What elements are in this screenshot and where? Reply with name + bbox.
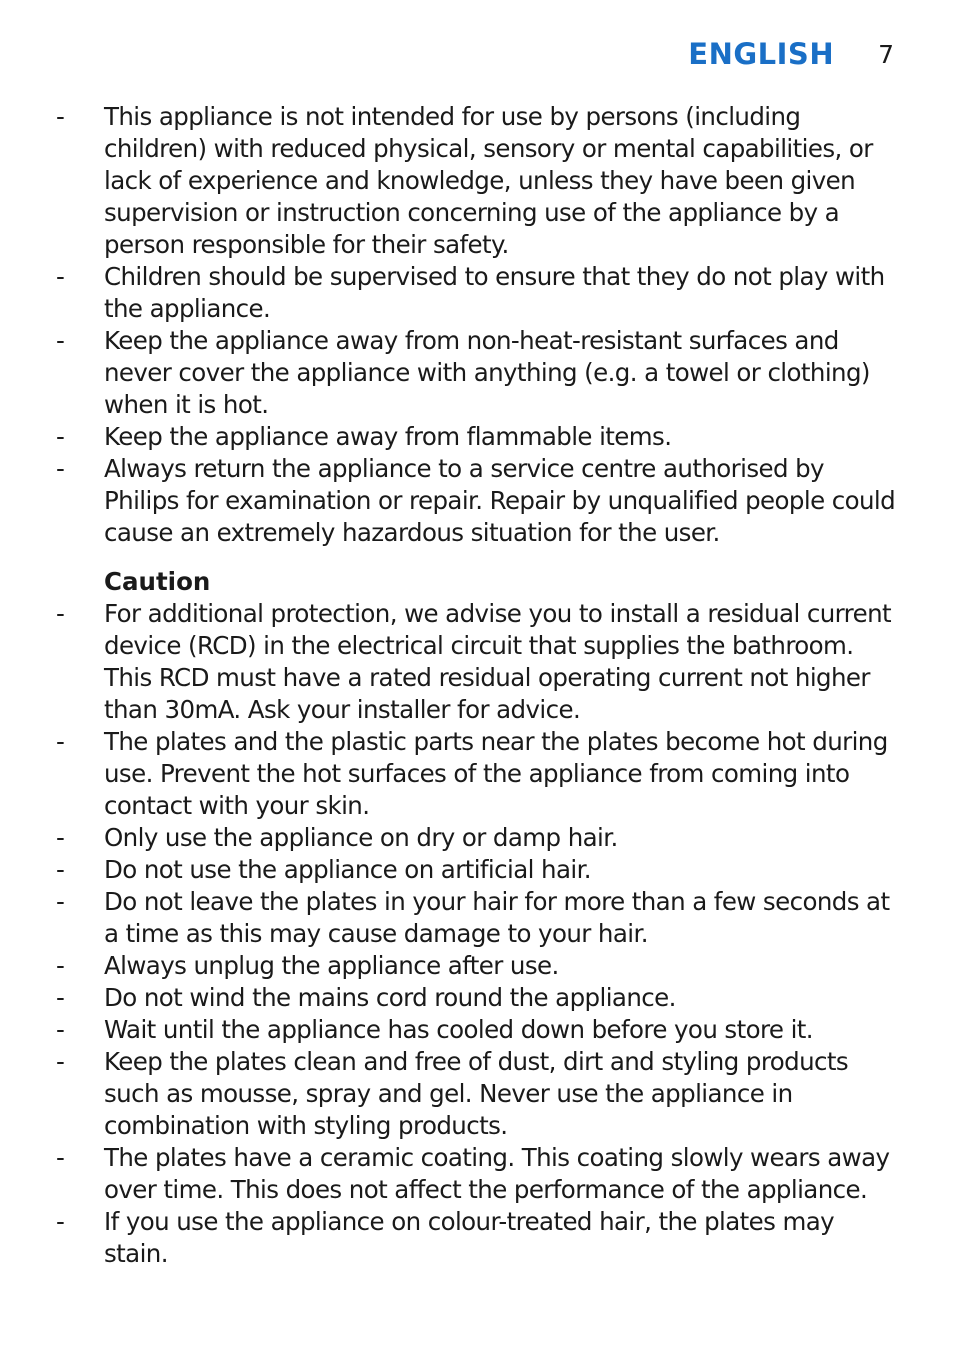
bullet-dash: -	[56, 983, 65, 1012]
list-item-text: Always unplug the appliance after use.	[104, 951, 559, 980]
bullet-dash: -	[56, 1015, 65, 1044]
bullet-dash: -	[56, 951, 65, 980]
list-item-text: Keep the plates clean and free of dust, dirt and styling products such as mousse, spray and gel. Never use the appliance in combination with styling products.	[104, 1047, 849, 1140]
caution-list	[56, 598, 896, 1270]
bullet-dash: -	[56, 727, 65, 756]
bullet-dash: -	[56, 1047, 65, 1076]
list-item-text: Do not wind the mains cord round the appliance.	[104, 983, 676, 1012]
list-item	[56, 1206, 896, 1270]
list-item-text: Keep the appliance away from flammable items.	[104, 422, 672, 451]
list-item	[56, 886, 896, 950]
list-item	[56, 1142, 896, 1206]
bullet-dash: -	[56, 326, 65, 355]
list-item	[56, 598, 896, 726]
list-item	[56, 1046, 896, 1142]
list-item	[56, 982, 896, 1014]
list-item-text: The plates and the plastic parts near the plates become hot during use. Prevent the hot surfaces of the appliance from coming into contact with your skin.	[104, 727, 888, 820]
language-label: ENGLISH	[688, 37, 835, 71]
list-item	[56, 421, 896, 453]
bullet-dash: -	[56, 1207, 65, 1236]
list-item-text: Do not leave the plates in your hair for more than a few seconds at a time as this may cause damage to your hair.	[104, 887, 890, 948]
bullet-dash: -	[56, 599, 65, 628]
list-item-text: If you use the appliance on colour-treated hair, the plates may stain.	[104, 1207, 835, 1268]
list-item-text: Do not use the appliance on artificial hair.	[104, 855, 591, 884]
list-item	[56, 854, 896, 886]
list-item-text: Keep the appliance away from non-heat-resistant surfaces and never cover the appliance with anything (e.g. a towel or clothing) when it is hot.	[104, 326, 870, 419]
bullet-dash: -	[56, 1143, 65, 1172]
list-item-text: For additional protection, we advise you to install a residual current device (RCD) in the electrical circuit that supplies the bathroom. This RCD must have a rated residual operating current not higher than 30mA. Ask your installer for advice.	[104, 599, 892, 724]
list-item	[56, 950, 896, 982]
bullet-dash: -	[56, 454, 65, 483]
list-item	[56, 261, 896, 325]
caution-heading: Caution	[104, 567, 211, 596]
list-item-text: Children should be supervised to ensure that they do not play with the appliance.	[104, 262, 885, 323]
bullet-dash: -	[56, 262, 65, 291]
list-item-text: Only use the appliance on dry or damp hair.	[104, 823, 618, 852]
list-item	[56, 822, 896, 854]
list-item-text: The plates have a ceramic coating. This coating slowly wears away over time. This does not affect the performance of the appliance.	[104, 1143, 890, 1204]
list-item	[56, 1014, 896, 1046]
bullet-dash: -	[56, 855, 65, 884]
warning-list	[56, 101, 896, 549]
list-item-text: Wait until the appliance has cooled down before you store it.	[104, 1015, 813, 1044]
page-header	[688, 34, 894, 74]
list-item-text: Always return the appliance to a service centre authorised by Philips for examination or repair. Repair by unqualified people could cause an extremely hazardous situation for the user.	[104, 454, 896, 547]
list-item-text: This appliance is not intended for use by persons (including children) with reduced physical, sensory or mental capabilities, or lack of experience and knowledge, unless they have been given supervision or instruction concerning use of the appliance by a person responsible for their safety.	[104, 102, 873, 259]
list-item	[56, 726, 896, 822]
list-item	[56, 453, 896, 549]
bullet-dash: -	[56, 422, 65, 451]
list-item	[56, 325, 896, 421]
bullet-dash: -	[56, 102, 65, 131]
bullet-dash: -	[56, 887, 65, 916]
page-number: 7	[878, 39, 894, 69]
bullet-dash: -	[56, 823, 65, 852]
document-body	[56, 101, 896, 1270]
list-item	[56, 101, 896, 261]
